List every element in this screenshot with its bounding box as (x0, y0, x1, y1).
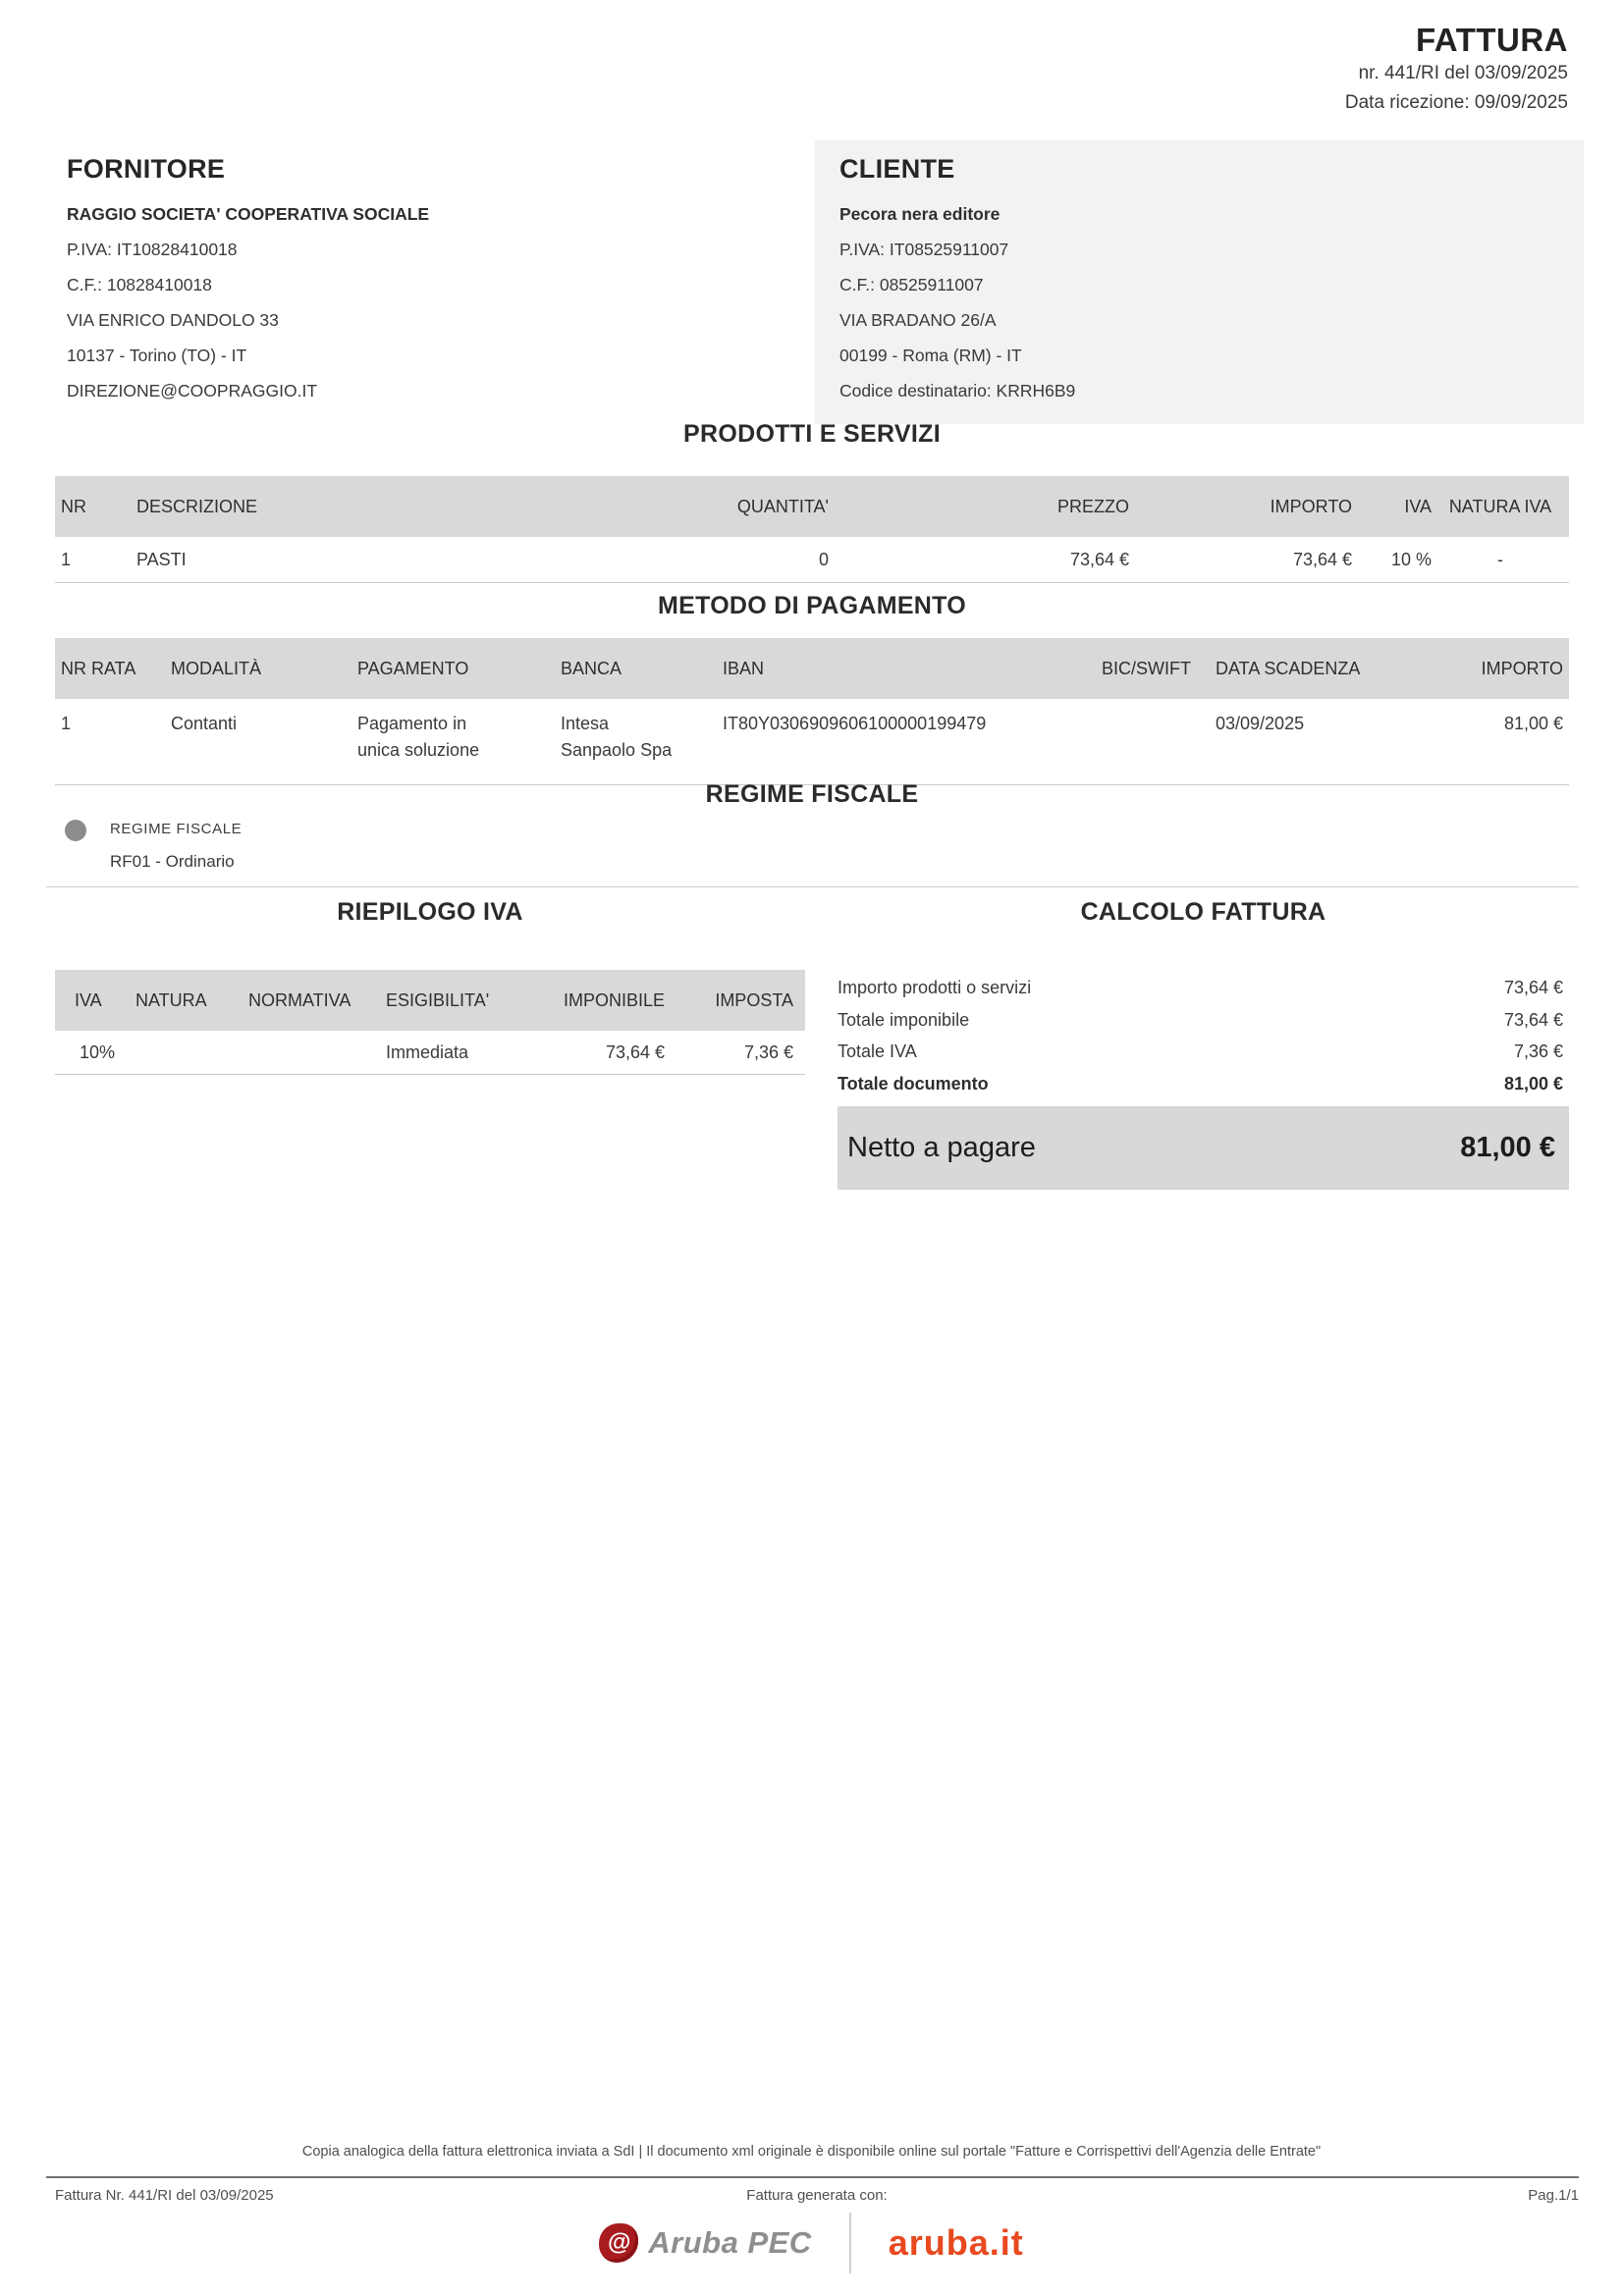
totals-label: Totale imponibile (838, 1009, 970, 1030)
customer-recipient-code: Codice destinatario: KRRH6B9 (839, 381, 1076, 400)
payment-table-header (55, 638, 1569, 699)
customer-heading: CLIENTE (839, 154, 955, 184)
supplier-address: VIA ENRICO DANDOLO 33 (67, 310, 279, 330)
customer-box (815, 140, 1584, 424)
totals-title: CALCOLO FATTURA (1080, 898, 1326, 926)
invoice-title: FATTURA (1415, 22, 1568, 58)
col-nr-rata: NR RATA (61, 658, 136, 678)
customer-name: Pecora nera editore (839, 204, 1001, 224)
payment-nr-rata: 1 (61, 714, 72, 733)
col-quantita: QUANTITA' (736, 496, 829, 516)
product-descrizione: PASTI (136, 549, 187, 569)
payment-row (55, 699, 1569, 785)
totals-row-vat (838, 1036, 1569, 1068)
product-nr: 1 (61, 549, 72, 569)
invoice-reception-date: Data ricezione: 09/09/2025 (1344, 92, 1568, 113)
invoice-number: nr. 441/RI del 03/09/2025 (1358, 63, 1568, 83)
supplier-box (55, 140, 801, 424)
col-esigibilita: ESIGIBILITA' (386, 989, 490, 1010)
footer-divider (46, 2176, 1579, 2178)
col-prezzo: PREZZO (1056, 496, 1129, 516)
payment-pagamento: Pagamento in unica soluzione (357, 714, 480, 760)
vat-summary-table (55, 970, 805, 1075)
footer-invoice-ref: Fattura Nr. 441/RI del 03/09/2025 (55, 2187, 274, 2204)
customer-vat: P.IVA: IT08525911007 (839, 240, 1009, 259)
supplier-vat: P.IVA: IT10828410018 (67, 240, 238, 259)
col-importo: IMPORTO (1270, 496, 1352, 516)
col-iva-rate: IVA (75, 989, 102, 1010)
products-table (55, 476, 1569, 583)
vat-summary-header (55, 970, 805, 1031)
customer-fiscal-code: C.F.: 08525911007 (839, 275, 984, 294)
totals-label: Totale documento (838, 1073, 989, 1094)
regime-label: REGIME FISCALE (110, 821, 243, 837)
col-bic-swift: BIC/SWIFT (1102, 658, 1191, 678)
totals-row-products (838, 972, 1569, 1004)
supplier-heading: FORNITORE (67, 154, 226, 184)
products-table-header (55, 476, 1569, 537)
payment-section-title: METODO DI PAGAMENTO (657, 592, 967, 619)
regime-bullet-icon (65, 820, 86, 841)
col-nr: NR (61, 496, 86, 516)
col-modalita: MODALITÀ (171, 658, 262, 678)
totals-label: Importo prodotti o servizi (838, 978, 1032, 997)
product-quantita: 0 (818, 549, 829, 569)
product-row (55, 537, 1569, 583)
regime-section-title: REGIME FISCALE (705, 780, 919, 808)
col-iva: IVA (1404, 496, 1432, 516)
product-prezzo: 73,64 € (1069, 549, 1129, 569)
payment-table (55, 638, 1569, 785)
col-normativa: NORMATIVA (248, 989, 352, 1010)
payment-importo: 81,00 € (1503, 714, 1563, 733)
col-natura-iva: NATURA IVA (1448, 496, 1552, 516)
col-data-scadenza: DATA SCADENZA (1216, 658, 1361, 678)
payment-modalita: Contanti (171, 714, 238, 733)
invoice-header (1345, 22, 1568, 118)
regime-value: RF01 - Ordinario (110, 852, 235, 871)
product-natura-iva: - (1497, 549, 1503, 569)
supplier-email: DIREZIONE@COOPRAGGIO.IT (67, 381, 318, 400)
col-pagamento: PAGAMENTO (357, 658, 469, 678)
vat-summary-title: RIEPILOGO IVA (337, 898, 523, 926)
products-section-title: PRODOTTI E SERVIZI (683, 420, 941, 448)
net-to-pay-label: Netto a pagare (847, 1132, 1036, 1163)
customer-city: 00199 - Roma (RM) - IT (839, 346, 1022, 365)
footer-generated-with: Fattura generata con: (746, 2187, 888, 2204)
payment-data-scadenza: 03/09/2025 (1216, 714, 1305, 733)
col-imponibile: IMPONIBILE (563, 989, 665, 1010)
footer-note: Copia analogica della fattura elettronica inviata a SdI | Il documento xml originale è disponibile online sul portale "Fatture e Corrispettivi dell'Agenzia delle Entrate" (301, 2144, 1322, 2160)
totals-block (838, 972, 1569, 1099)
col-natura: NATURA (135, 989, 207, 1010)
vat-esigibilita: Immediata (386, 1041, 469, 1062)
product-iva: 10 % (1390, 549, 1432, 569)
col-imposta: IMPOSTA (715, 989, 793, 1010)
col-importo-rata: IMPORTO (1481, 658, 1563, 678)
aruba-it-logo: aruba.it (888, 2222, 1024, 2263)
supplier-name: RAGGIO SOCIETA' COOPERATIVA SOCIALE (67, 204, 430, 224)
aruba-pec-label: Aruba PEC (648, 2225, 812, 2260)
product-importo: 73,64 € (1292, 549, 1352, 569)
net-to-pay-value: 81,00 € (1460, 1132, 1555, 1163)
section-divider (46, 886, 1579, 887)
vat-imposta: 7,36 € (743, 1041, 793, 1062)
aruba-at-icon: @ (599, 2223, 638, 2263)
totals-value: 73,64 € (1503, 1009, 1563, 1030)
logo-divider (849, 2213, 851, 2273)
totals-row-taxable (838, 1004, 1569, 1037)
col-banca: BANCA (561, 658, 622, 678)
net-to-pay-box (838, 1106, 1569, 1190)
totals-row-document (838, 1068, 1569, 1100)
footer-page-number: Pag.1/1 (1528, 2187, 1579, 2204)
vat-imponibile: 73,64 € (605, 1041, 665, 1062)
payment-banca: Intesa Sanpaolo Spa (561, 714, 673, 760)
payment-iban: IT80Y0306909606100000199479 (723, 714, 987, 733)
vat-rate: 10% (80, 1041, 116, 1062)
col-descrizione: DESCRIZIONE (136, 496, 258, 516)
supplier-city: 10137 - Torino (TO) - IT (67, 346, 247, 365)
totals-value: 7,36 € (1513, 1041, 1563, 1061)
totals-value: 73,64 € (1503, 978, 1563, 997)
aruba-pec-logo (599, 2223, 811, 2263)
vat-summary-row (55, 1031, 805, 1075)
totals-label: Totale IVA (838, 1041, 917, 1061)
supplier-fiscal-code: C.F.: 10828410018 (67, 275, 212, 294)
customer-address: VIA BRADANO 26/A (839, 310, 997, 330)
totals-value: 81,00 € (1503, 1073, 1563, 1094)
footer-logos (0, 2213, 1623, 2273)
col-iban: IBAN (723, 658, 765, 678)
